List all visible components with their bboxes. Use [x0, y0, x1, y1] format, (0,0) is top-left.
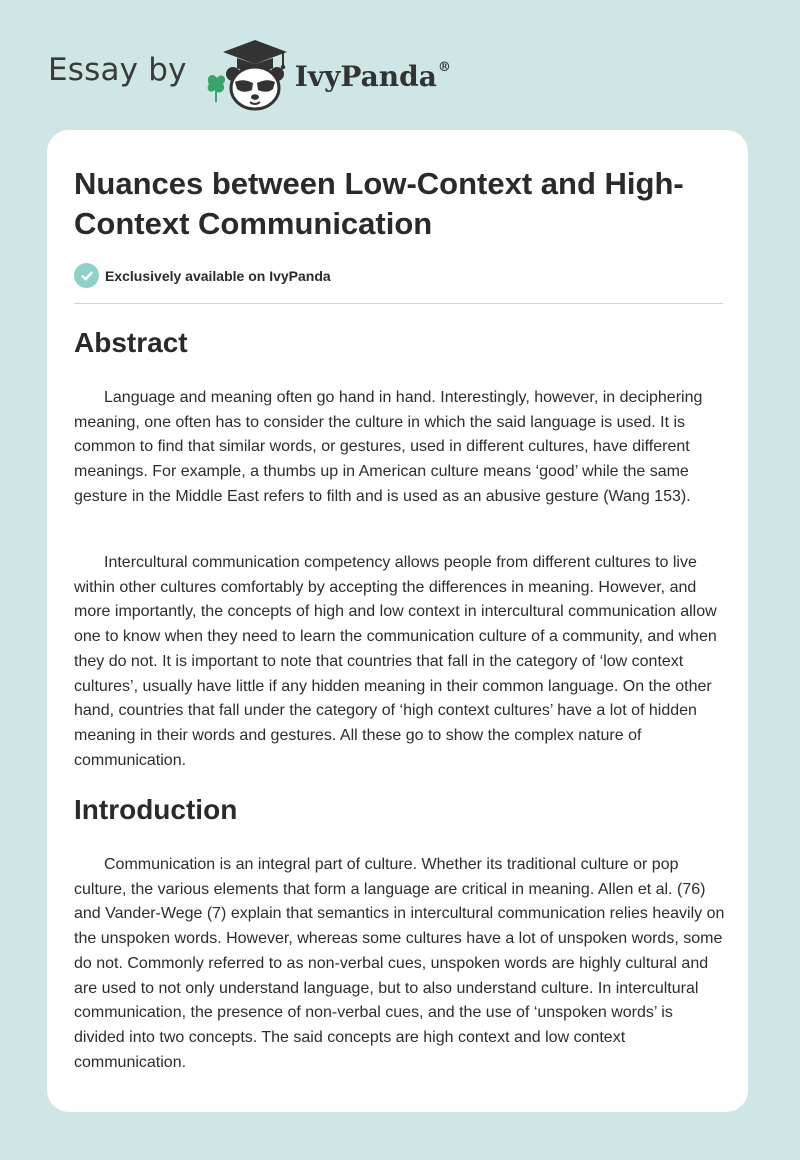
ivypanda-logo[interactable] [203, 36, 293, 112]
check-badge-icon [74, 263, 99, 288]
brand-name[interactable]: IvyPanda® [294, 59, 451, 93]
section-heading-abstract: Abstract [74, 327, 188, 358]
site-header [48, 34, 451, 114]
abstract-paragraph-2: Intercultural communication competency allows people from different cultures to live within other cultures comfortably by accepting the differences in meaning. However, and more importantly, the concepts of high and low context in intercultural communication allow one to know when they need to learn the communication culture of a community, and when they do not. It is important to note that countries that fall in the category of ‘low context cultures’, usually have little if any hidden meaning in their common language. On the other hand, countries that fall under the category of ‘high context cultures’ have a lot of hidden meaning in their words and gestures. All these go to show the complex nature of communication. [74, 554, 717, 769]
exclusive-notice [74, 263, 331, 288]
abstract-paragraph-1: Language and meaning often go hand in hand. Interestingly, however, in deciphering meaning, one often has to consider the culture in which the said language is used. It is common to find that similar words, or gestures, used in different cultures, have different meanings. For example, a thumbs up in American culture means ‘good’ while the same gesture in the Middle East refers to filth and is used as an abusive gesture (Wang 153). [74, 389, 703, 505]
essay-title: Nuances between Low-Context and High-Context Communication [74, 166, 684, 241]
section-heading-introduction: Introduction [74, 794, 238, 825]
essay-card [47, 130, 748, 1112]
registered-mark: ® [437, 60, 451, 76]
introduction-paragraph-1: Communication is an integral part of culture. Whether its traditional culture or pop culture, the various elements that form a language are critical in meaning. Allen et al. (76) and Vander-Wege (7) explain that semantics in intercultural communication relies heavily on the unspoken words. However, whereas some cultures have a lot of unspoken words, some do not. Commonly referred to as non-verbal cues, unspoken words are highly cultural and are used to not only understand language, but to also understand culture. In intercultural communication, the presence of non-verbal cues, and the use of ‘unspoken words’ is divided into two concepts. The said concepts are high context and low context communication. [74, 856, 725, 1071]
ivy-leaf-icon [207, 75, 224, 102]
panda-graduate-icon [203, 36, 293, 112]
exclusive-label: Exclusively available on IvyPanda [105, 267, 331, 284]
title-divider [74, 303, 723, 304]
essay-by-label: Essay by [48, 52, 187, 88]
